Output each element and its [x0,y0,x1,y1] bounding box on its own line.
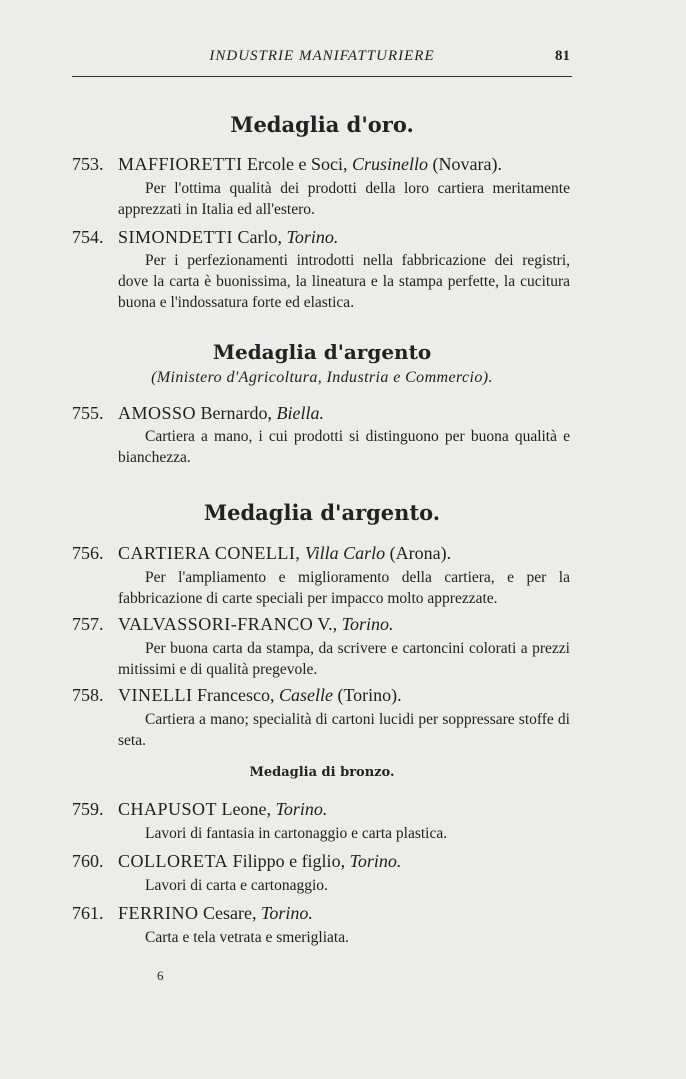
entry-761-description: Carta e tela vetrata e smerigliata. [145,929,349,946]
entry-name: VINELLI [118,685,193,705]
entry-760-description: Lavori di carta e cartonaggio. [145,877,328,894]
entry-754-description: Per i perfezionamenti introdotti nella fabbricazione dei registri, dove la carta è buonissima, la lineatura e la stampa perfette, la cucitura buona e l'indossatura forte ed elastica. [118,252,570,311]
entry-756-description: Per l'ampliamento e miglioramento della cartiera, e per la fabbricazione di carte speciali per impacco molto apprezzate. [118,569,570,607]
entry-suffix: (Novara). [428,154,502,174]
entry-name: VALVASSORI-FRANCO [118,614,314,634]
entry-detail: Francesco, [192,685,275,705]
entry-detail: Carlo, [233,227,282,247]
section-title-bronze: Medaglia di bronzo. [249,765,395,780]
entry-place: Torino. [286,227,339,247]
entry-name: SIMONDETTI [118,227,233,247]
entry-number: 753. [72,154,104,174]
section-title-silver-ministry: Medaglia d'argento [212,340,432,364]
entry-755-description: Cartiera a mano, i cui prodotti si distinguono per buona qualità e bianchezza. [118,428,570,466]
entry-place: Caselle [278,685,333,705]
entry-detail: V., [313,614,338,634]
entry-suffix: (Torino). [332,685,402,705]
entry-753-head [72,154,572,175]
entry-name: COLLORETA [118,851,229,871]
entry-name: AMOSSO [118,403,197,423]
entry-757-description: Per buona carta da stampa, da scrivere e cartoncini colorati a prezzi mitissimi e di qualità pregevole. [118,640,570,678]
running-head [72,48,572,70]
entry-757-head [72,614,572,635]
signature-mark: 6 [157,968,164,983]
entry-place: Torino. [261,903,313,923]
entry-755-head [72,403,572,424]
entry-number: 755. [72,403,104,423]
entry-753-description: Per l'ottima qualità dei prodotti della loro cartiera meritamente apprezzati in Italia ed all'estero. [118,180,570,218]
entry-name: MAFFIORETTI [118,154,243,174]
section-title-gold: Medaglia d'oro. [230,112,414,137]
entry-number: 754. [72,227,104,247]
entry-detail: Cesare, [198,903,257,923]
entry-760-head [72,851,572,872]
entry-place: Crusinello [351,154,428,174]
entry-number: 761. [72,903,104,923]
entry-place: Villa Carlo [304,543,386,563]
section-subtitle-ministry: (Ministero d'Agricoltura, Industria e Commercio). [151,369,493,386]
entry-754-head [72,227,572,248]
entry-detail: Filippo e figlio, [228,851,346,871]
entry-name: CHAPUSOT [118,799,218,819]
entry-name: FERRINO [118,903,199,923]
entry-number: 759. [72,799,104,819]
running-title: INDUSTRIE MANIFATTURIERE [209,48,435,64]
entry-759-description: Lavori di fantasia in cartonaggio e carta plastica. [145,825,448,842]
header-rule [72,76,572,77]
entry-number: 760. [72,851,104,871]
entry-place: Biella. [276,403,325,423]
entry-place: Torino. [341,614,394,634]
entry-number: 758. [72,685,104,705]
entry-756-head [72,543,572,564]
entry-detail: Bernardo, [196,403,273,423]
entry-suffix: (Arona). [385,543,452,563]
entry-759-head [72,799,572,820]
entry-761-head [72,903,572,924]
page-number: 81 [555,48,570,64]
entry-758-head [72,685,572,706]
entry-detail: Ercole e Soci, [242,154,348,174]
entry-detail: Leone, [217,799,272,819]
entry-number: 757. [72,614,104,634]
entry-758-description: Cartiera a mano; specialità di cartoni lucidi per soppressare stoffe di seta. [118,711,570,749]
entry-number: 756. [72,543,104,563]
entry-place: Torino. [349,851,402,871]
entry-place: Torino. [275,799,328,819]
entry-name: CARTIERA CONELLI, [118,543,301,563]
section-title-silver: Medaglia d'argento. [203,500,441,525]
